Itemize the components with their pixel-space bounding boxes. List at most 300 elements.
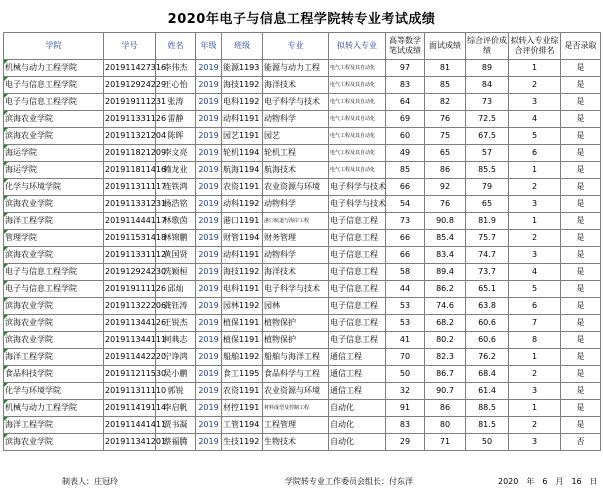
cell-overall-score: 57 xyxy=(466,145,509,162)
cell-overall-score: 73.7 xyxy=(466,264,509,281)
cell-target-major: 电气工程及其自动化 xyxy=(329,128,386,145)
cell-major: 航海技术 xyxy=(263,162,329,179)
page-title: 2020年电子与信息工程学院转专业考试成绩 xyxy=(167,12,436,27)
cell-class: 材控1191 xyxy=(222,400,263,417)
table-row xyxy=(4,281,601,298)
cell-target-major: 电气工程及其自动化 xyxy=(329,145,386,162)
cell-college: 电子与信息工程学院 xyxy=(4,77,104,94)
cell-grade: 2019 xyxy=(196,179,222,196)
cell-admitted: 是 xyxy=(561,230,601,247)
cell-admitted: 是 xyxy=(561,77,601,94)
cell-math-score: 49 xyxy=(386,145,425,162)
cell-major: 船舶与海洋工程 xyxy=(263,349,329,366)
cell-name: 吴小鹏 xyxy=(156,366,196,383)
cell-target-major: 自动化 xyxy=(329,417,386,434)
cell-major: 财务管理 xyxy=(263,230,329,247)
cell-target-major: 电气工程及其自动化 xyxy=(329,60,386,77)
cell-grade: 2019 xyxy=(196,434,222,451)
col-header-overall-score: 综合评价成绩 xyxy=(466,33,509,60)
cell-overall-score: 89 xyxy=(466,60,509,77)
cell-admitted: 是 xyxy=(561,179,601,196)
cell-major: 农业资源与环境 xyxy=(263,179,329,196)
cell-math-score: 83 xyxy=(386,417,425,434)
table-row xyxy=(4,162,601,179)
cell-class: 海技1192 xyxy=(222,77,263,94)
cell-student-id: 201911531418 xyxy=(104,230,156,247)
table-row xyxy=(4,94,601,111)
cell-interview-score: 75 xyxy=(425,128,466,145)
cell-grade: 2019 xyxy=(196,400,222,417)
cell-target-major: 电子信息工程 xyxy=(329,213,386,230)
cell-rank: 2 xyxy=(509,417,561,434)
cell-student-id: 201911331112 xyxy=(104,247,156,264)
cell-overall-score: 50 xyxy=(466,434,509,451)
cell-name: 李伟杰 xyxy=(156,60,196,77)
cell-student-id: 201912924229 xyxy=(104,77,156,94)
cell-student-id: 201911331126 xyxy=(104,111,156,128)
cell-math-score: 66 xyxy=(386,247,425,264)
cell-target-major: 电子科学与技术 xyxy=(329,196,386,213)
cell-overall-score: 88.5 xyxy=(466,400,509,417)
cell-grade: 2019 xyxy=(196,196,222,213)
cell-admitted: 否 xyxy=(561,434,601,451)
cell-math-score: 66 xyxy=(386,179,425,196)
cell-math-score: 53 xyxy=(386,315,425,332)
cell-college: 食品科技学院 xyxy=(4,366,104,383)
col-header-student-id: 学号 xyxy=(104,33,156,60)
cell-interview-score: 76 xyxy=(425,111,466,128)
cell-rank: 4 xyxy=(509,264,561,281)
cell-student-id: 201919111231 xyxy=(104,94,156,111)
cell-class: 动科1192 xyxy=(222,196,263,213)
table-row xyxy=(4,179,601,196)
table-row xyxy=(4,230,601,247)
cell-class: 海技1192 xyxy=(222,264,263,281)
cell-college: 海运学院 xyxy=(4,162,104,179)
cell-college: 滨海农业学院 xyxy=(4,111,104,128)
cell-target-major: 电气工程及其自动化 xyxy=(329,94,386,111)
cell-rank: 1 xyxy=(509,162,561,179)
cell-overall-score: 75.7 xyxy=(466,230,509,247)
table-row xyxy=(4,145,601,162)
cell-math-score: 58 xyxy=(386,264,425,281)
cell-math-score: 44 xyxy=(386,281,425,298)
cell-rank: 2 xyxy=(509,77,561,94)
cell-admitted: 是 xyxy=(561,298,601,315)
cell-name: 王锐杰 xyxy=(156,315,196,332)
cell-name: 蔡福腾 xyxy=(156,434,196,451)
cell-college: 滨海农业学院 xyxy=(4,196,104,213)
cell-admitted: 是 xyxy=(561,332,601,349)
col-header-math-score: 高等数学笔试成绩 xyxy=(386,33,425,60)
cell-target-major: 电气工程及其自动化 xyxy=(329,111,386,128)
cell-admitted: 是 xyxy=(561,213,601,230)
cell-admitted: 是 xyxy=(561,128,601,145)
cell-college: 海运学院 xyxy=(4,145,104,162)
cell-interview-score: 85 xyxy=(425,77,466,94)
cell-major: 植物保护 xyxy=(263,315,329,332)
table-row xyxy=(4,434,601,451)
cell-interview-score: 65 xyxy=(425,145,466,162)
cell-rank: 3 xyxy=(509,247,561,264)
cell-rank: 2 xyxy=(509,179,561,196)
cell-overall-score: 81.9 xyxy=(466,213,509,230)
table-row xyxy=(4,77,601,94)
cell-admitted: 是 xyxy=(561,111,601,128)
cell-target-major: 电子信息工程 xyxy=(329,315,386,332)
cell-rank: 3 xyxy=(509,196,561,213)
table-row xyxy=(4,400,601,417)
cell-rank: 2 xyxy=(509,366,561,383)
cell-class: 电科1192 xyxy=(222,94,263,111)
cell-class: 航海1194 xyxy=(222,162,263,179)
cell-target-major: 电子信息工程 xyxy=(329,264,386,281)
cell-class: 电科1191 xyxy=(222,281,263,298)
cell-class: 轮机1194 xyxy=(222,145,263,162)
cell-admitted: 是 xyxy=(561,417,601,434)
cell-student-id: 201911344126 xyxy=(104,315,156,332)
cell-student-id: 201911341201 xyxy=(104,434,156,451)
cell-class: 工管1194 xyxy=(222,417,263,434)
cell-overall-score: 65 xyxy=(466,196,509,213)
cell-major: 海洋技术 xyxy=(263,264,329,281)
cell-overall-score: 72.5 xyxy=(466,111,509,128)
col-header-rank: 拟转入专业综合评价排名 xyxy=(509,33,561,60)
cell-interview-score: 80.2 xyxy=(425,332,466,349)
footer-tabulator: 制表人：庄冠玲 xyxy=(62,477,118,486)
cell-college: 滨海农业学院 xyxy=(4,247,104,264)
cell-interview-score: 90.8 xyxy=(425,213,466,230)
cell-class: 能源1193 xyxy=(222,60,263,77)
cell-student-id: 201911811416 xyxy=(104,162,156,179)
cell-rank: 5 xyxy=(509,128,561,145)
cell-student-id: 201919111126 xyxy=(104,281,156,298)
cell-interview-score: 81 xyxy=(425,60,466,77)
cell-major: 电子科学与技术 xyxy=(263,281,329,298)
cell-college: 海洋工程学院 xyxy=(4,213,104,230)
cell-admitted: 是 xyxy=(561,94,601,111)
cell-overall-score: 61.4 xyxy=(466,383,509,400)
cell-class: 动科1191 xyxy=(222,247,263,264)
cell-class: 园艺1191 xyxy=(222,128,263,145)
cell-overall-score: 85.5 xyxy=(466,162,509,179)
cell-major: 动物科学 xyxy=(263,111,329,128)
cell-overall-score: 84 xyxy=(466,77,509,94)
cell-grade: 2019 xyxy=(196,213,222,230)
cell-major: 工程管理 xyxy=(263,417,329,434)
cell-admitted: 是 xyxy=(561,383,601,400)
table-row xyxy=(4,213,601,230)
cell-major: 港口航道与海岸工程 xyxy=(263,213,329,230)
cell-overall-score: 76.2 xyxy=(466,349,509,366)
cell-student-id: 201911427316 xyxy=(104,60,156,77)
cell-admitted: 是 xyxy=(561,247,601,264)
cell-name: 林锦鹏 xyxy=(156,230,196,247)
cell-major: 能源与动力工程 xyxy=(263,60,329,77)
cell-interview-score: 82.3 xyxy=(425,349,466,366)
cell-rank: 6 xyxy=(509,145,561,162)
cell-rank: 2 xyxy=(509,230,561,247)
cell-interview-score: 90.7 xyxy=(425,383,466,400)
cell-major: 材料成型及控制工程 xyxy=(263,400,329,417)
cell-grade: 2019 xyxy=(196,281,222,298)
cell-admitted: 是 xyxy=(561,264,601,281)
cell-major: 生物技术 xyxy=(263,434,329,451)
cell-target-major: 自动化 xyxy=(329,400,386,417)
col-header-class: 班级 xyxy=(222,33,263,60)
cell-college: 管理学院 xyxy=(4,230,104,247)
cell-student-id: 201911441411 xyxy=(104,417,156,434)
cell-math-score: 29 xyxy=(386,434,425,451)
table-row xyxy=(4,60,601,77)
table-row xyxy=(4,315,601,332)
cell-math-score: 97 xyxy=(386,60,425,77)
col-header-name: 姓名 xyxy=(156,33,196,60)
table-header-row xyxy=(4,33,601,60)
cell-overall-score: 81.5 xyxy=(466,417,509,434)
cell-interview-score: 74.6 xyxy=(425,298,466,315)
table-row xyxy=(4,349,601,366)
table-row xyxy=(4,298,601,315)
cell-student-id: 201911311117 xyxy=(104,179,156,196)
cell-math-score: 50 xyxy=(386,366,425,383)
cell-math-score: 66 xyxy=(386,230,425,247)
cell-grade: 2019 xyxy=(196,94,222,111)
cell-college: 海洋工程学院 xyxy=(4,349,104,366)
cell-interview-score: 89.4 xyxy=(425,264,466,281)
cell-class: 动科1191 xyxy=(222,111,263,128)
cell-college: 电子与信息工程学院 xyxy=(4,281,104,298)
cell-grade: 2019 xyxy=(196,162,222,179)
cell-college: 电子与信息工程学院 xyxy=(4,94,104,111)
cell-college: 滨海农业学院 xyxy=(4,332,104,349)
cell-interview-score: 76 xyxy=(425,196,466,213)
cell-major: 海洋技术 xyxy=(263,77,329,94)
cell-interview-score: 82 xyxy=(425,94,466,111)
cell-grade: 2019 xyxy=(196,145,222,162)
cell-college: 机械与动力工程学院 xyxy=(4,60,104,77)
cell-student-id: 201911442220 xyxy=(104,349,156,366)
cell-grade: 2019 xyxy=(196,383,222,400)
cell-major: 园林 xyxy=(263,298,329,315)
cell-math-score: 64 xyxy=(386,94,425,111)
cell-rank: 3 xyxy=(509,434,561,451)
cell-student-id: 201911211530 xyxy=(104,366,156,383)
cell-grade: 2019 xyxy=(196,315,222,332)
col-header-grade: 年级 xyxy=(196,33,222,60)
cell-math-score: 41 xyxy=(386,332,425,349)
cell-rank: 7 xyxy=(509,315,561,332)
cell-overall-score: 60.6 xyxy=(466,332,509,349)
cell-student-id: 201911344111 xyxy=(104,332,156,349)
table-row xyxy=(4,247,601,264)
cell-name: 龚钰涛 xyxy=(156,298,196,315)
cell-rank: 6 xyxy=(509,298,561,315)
cell-name: 邱灿 xyxy=(156,281,196,298)
cell-class: 园林1192 xyxy=(222,298,263,315)
cell-overall-score: 63.8 xyxy=(466,298,509,315)
cell-math-score: 69 xyxy=(386,111,425,128)
cell-name: 陈晖 xyxy=(156,128,196,145)
table-row xyxy=(4,111,601,128)
cell-college: 机械与动力工程学院 xyxy=(4,400,104,417)
cell-major: 电子科学与技术 xyxy=(263,94,329,111)
cell-interview-score: 92 xyxy=(425,179,466,196)
cell-class: 食工1195 xyxy=(222,366,263,383)
cell-target-major: 通信工程 xyxy=(329,366,386,383)
cell-overall-score: 67.5 xyxy=(466,128,509,145)
cell-interview-score: 83.4 xyxy=(425,247,466,264)
cell-student-id: 201911419114 xyxy=(104,400,156,417)
cell-admitted: 是 xyxy=(561,315,601,332)
cell-overall-score: 60.6 xyxy=(466,315,509,332)
cell-math-score: 73 xyxy=(386,213,425,230)
cell-rank: 1 xyxy=(509,60,561,77)
cell-name: 李启帆 xyxy=(156,400,196,417)
cell-rank: 4 xyxy=(509,111,561,128)
cell-rank: 1 xyxy=(509,213,561,230)
cell-name: 雷静 xyxy=(156,111,196,128)
cell-math-score: 85 xyxy=(386,162,425,179)
cell-class: 生技1192 xyxy=(222,434,263,451)
cell-math-score: 54 xyxy=(386,196,425,213)
cell-grade: 2019 xyxy=(196,247,222,264)
cell-class: 植保1191 xyxy=(222,332,263,349)
cell-college: 滨海农业学院 xyxy=(4,315,104,332)
col-header-college: 学院 xyxy=(4,33,104,60)
cell-overall-score: 74.7 xyxy=(466,247,509,264)
cell-class: 财管1194 xyxy=(222,230,263,247)
cell-rank: 3 xyxy=(509,383,561,400)
cell-admitted: 是 xyxy=(561,162,601,179)
cell-grade: 2019 xyxy=(196,417,222,434)
table-row xyxy=(4,332,601,349)
cell-name: 林歌茵 xyxy=(156,213,196,230)
footer-committee: 学院转专业工作委员会组长：付东洋 xyxy=(285,477,413,486)
table-row xyxy=(4,264,601,281)
cell-admitted: 是 xyxy=(561,145,601,162)
footer xyxy=(0,476,603,490)
cell-interview-score: 80 xyxy=(425,417,466,434)
cell-major: 农业资源与环境 xyxy=(263,383,329,400)
cell-target-major: 电子信息工程 xyxy=(329,281,386,298)
cell-rank: 1 xyxy=(509,349,561,366)
cell-interview-score: 86.2 xyxy=(425,281,466,298)
cell-student-id: 201911821209 xyxy=(104,145,156,162)
cell-rank: 8 xyxy=(509,332,561,349)
cell-admitted: 是 xyxy=(561,400,601,417)
cell-overall-score: 79 xyxy=(466,179,509,196)
col-header-interview-score: 面试成绩 xyxy=(425,33,466,60)
cell-student-id: 201911321204 xyxy=(104,128,156,145)
cell-major: 食品科学与工程 xyxy=(263,366,329,383)
cell-college: 滨海农业学院 xyxy=(4,128,104,145)
table-row xyxy=(4,366,601,383)
cell-major: 轮机工程 xyxy=(263,145,329,162)
cell-math-score: 53 xyxy=(386,298,425,315)
cell-grade: 2019 xyxy=(196,60,222,77)
cell-college: 滨海农业学院 xyxy=(4,434,104,451)
cell-target-major: 自动化 xyxy=(329,434,386,451)
cell-major: 动物科学 xyxy=(263,247,329,264)
cell-math-score: 70 xyxy=(386,349,425,366)
cell-overall-score: 73 xyxy=(466,94,509,111)
cell-name: 杨浩铭 xyxy=(156,196,196,213)
cell-admitted: 是 xyxy=(561,196,601,213)
cell-admitted: 是 xyxy=(561,281,601,298)
cell-college: 化学与环境学院 xyxy=(4,383,104,400)
table-row xyxy=(4,196,601,213)
cell-college: 电子与信息工程学院 xyxy=(4,264,104,281)
cell-interview-score: 86 xyxy=(425,400,466,417)
cell-math-score: 32 xyxy=(386,383,425,400)
cell-grade: 2019 xyxy=(196,332,222,349)
cell-name: 王心怡 xyxy=(156,77,196,94)
cell-admitted: 是 xyxy=(561,60,601,77)
cell-rank: 3 xyxy=(509,94,561,111)
cell-name: 连铁鸿 xyxy=(156,179,196,196)
cell-class: 植保1191 xyxy=(222,315,263,332)
cell-name: 贾书凝 xyxy=(156,417,196,434)
cell-grade: 2019 xyxy=(196,230,222,247)
cell-math-score: 83 xyxy=(386,77,425,94)
cell-interview-score: 85.4 xyxy=(425,230,466,247)
cell-grade: 2019 xyxy=(196,298,222,315)
cell-name: 黄国贤 xyxy=(156,247,196,264)
cell-name: 张涛 xyxy=(156,94,196,111)
cell-target-major: 通信工程 xyxy=(329,383,386,400)
cell-college: 海洋工程学院 xyxy=(4,417,104,434)
cell-overall-score: 65.1 xyxy=(466,281,509,298)
cell-student-id: 201911331231 xyxy=(104,196,156,213)
cell-target-major: 电子信息工程 xyxy=(329,247,386,264)
col-header-major: 专业 xyxy=(263,33,329,60)
cell-grade: 2019 xyxy=(196,349,222,366)
cell-rank: 5 xyxy=(509,281,561,298)
cell-target-major: 通信工程 xyxy=(329,349,386,366)
cell-rank: 1 xyxy=(509,400,561,417)
cell-major: 植物保护 xyxy=(263,332,329,349)
cell-name: 冼颖桓 xyxy=(156,264,196,281)
cell-interview-score: 86 xyxy=(425,162,466,179)
cell-grade: 2019 xyxy=(196,264,222,281)
cell-grade: 2019 xyxy=(196,77,222,94)
cell-admitted: 是 xyxy=(561,366,601,383)
cell-class: 船舶1192 xyxy=(222,349,263,366)
cell-major: 动物科学 xyxy=(263,196,329,213)
cell-grade: 2019 xyxy=(196,111,222,128)
cell-student-id: 201911311110 xyxy=(104,383,156,400)
score-table xyxy=(3,32,601,451)
table-row xyxy=(4,383,601,400)
table-row xyxy=(4,128,601,145)
cell-student-id: 201912924230 xyxy=(104,264,156,281)
cell-admitted: 是 xyxy=(561,349,601,366)
cell-class: 港口1191 xyxy=(222,213,263,230)
cell-name: 赖龙业 xyxy=(156,162,196,179)
cell-class: 农资1191 xyxy=(222,383,263,400)
cell-target-major: 电气工程及其自动化 xyxy=(329,77,386,94)
cell-math-score: 91 xyxy=(386,400,425,417)
table-body xyxy=(4,60,601,451)
cell-college: 化学与环境学院 xyxy=(4,179,104,196)
col-header-admitted: 是否录取 xyxy=(561,33,601,60)
cell-name: 郭锐 xyxy=(156,383,196,400)
cell-name: 宁诤鸿 xyxy=(156,349,196,366)
cell-interview-score: 71 xyxy=(425,434,466,451)
col-header-target-major: 拟转入专业 xyxy=(329,33,386,60)
cell-college: 滨海农业学院 xyxy=(4,298,104,315)
